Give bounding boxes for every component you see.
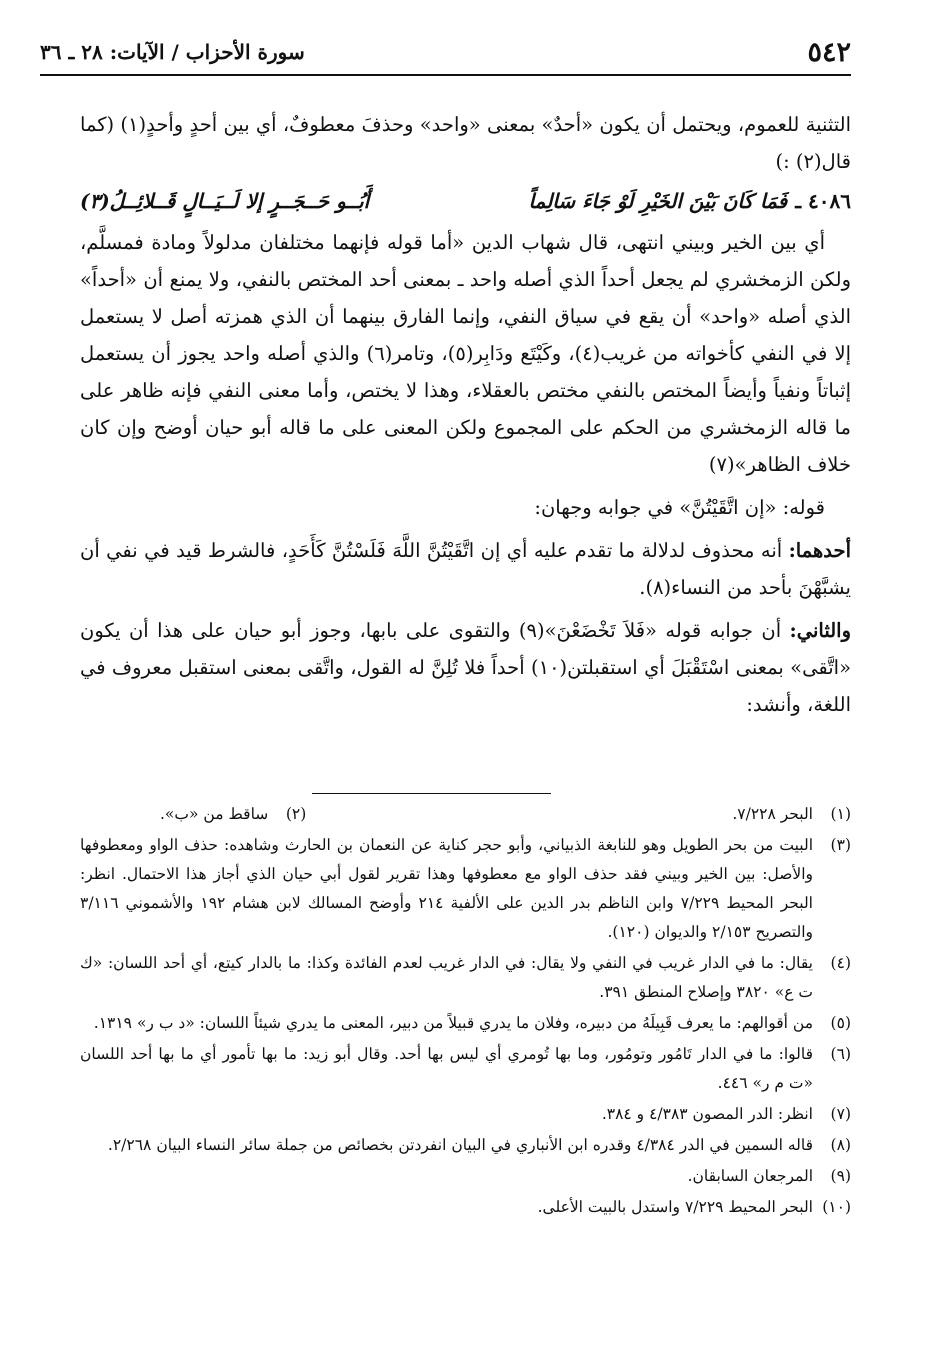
footnotes	[80, 800, 851, 1224]
footnote-text: قالوا: ما في الدار تَامُور وتومُور، وما بها تُومري أي ليس بها أحد. وقال أبو زيد: ما بها تأمور أي ما بها أحد اللسان «ت م ر» ٤٤٦.	[80, 1045, 813, 1092]
page-number: ٥٤٢	[807, 36, 851, 68]
footnote-10	[80, 1193, 851, 1222]
paragraph-5	[80, 612, 851, 723]
footnote-row-1-2	[80, 800, 851, 831]
verse-first-hemistich: فَمَا كَانَ بَيْنَ الخَيْرِ لَوْ جَاءَ سَالِماً	[528, 189, 788, 213]
footnote-text: ساقط من «ب».	[160, 805, 269, 823]
footnote-number: (٣)	[830, 836, 851, 854]
footnote-separator	[312, 793, 551, 794]
verse-number: ٤٠٨٦ ـ	[795, 189, 851, 213]
second-aspect-text: أن جوابه قوله «فَلاَ تَخْضَعْنَ»(٩) والتقوى على بابها، وجوز أبو حيان على هذا أن يكون «اتَّقى» بمعنى اسْتَقْبَلَ أي استقبلتن(١٠) أحداً فلا تُلِنَّ له القول، واتَّقى بمعنى استقبل معروف في اللغة، وأنشد:	[80, 619, 851, 716]
footnote-number: (٥)	[830, 1014, 851, 1032]
footnote-number: (٩)	[830, 1167, 851, 1185]
paragraph-1: التثنية للعموم، ويحتمل أن يكون «أحدٌ» بمعنى «واحد» وحذفَ معطوفٌ، أي بين أحدٍ وأحدٍ(١) (كما قال(٢) :)	[80, 113, 852, 173]
footnote-number: (٤)	[830, 954, 851, 972]
second-aspect-label: والثاني:	[789, 619, 851, 642]
footnote-text: قاله السمين في الدر ٤/٣٨٤ وقدره ابن الأنباري في البيان انفردتن بخصائص من جملة سائر النساء البيان ٢/٢٦٨.	[107, 1136, 813, 1154]
footnote-text: المرجعان السابقان.	[687, 1167, 813, 1185]
footnote-3	[80, 831, 851, 947]
page-header	[40, 30, 851, 74]
footnote-4	[80, 949, 851, 1007]
footnote-5	[80, 1009, 851, 1038]
footnote-text: البيت من بحر الطويل وهو للنابغة الذبياني، وأبو حجر كناية عن النعمان بن الحارث وشاهده: حذف الواو ومعطوفها والأصل: بين الخير وبيني فقد حذف الواو مع معطوفها وهذا تقرير لقول أبي حيان الذي أجاز هذا الاحتمال. انظر: البحر المحيط ٧/٢٢٩ وابن الناظم بدر الدين على الألفية ٢١٤ وأوضح المسالك لابن هشام ١٩٢ والأشموني ٣/١١٦ والتصريح ٢/١٥٣ والديوان (١٢٠).	[80, 836, 813, 941]
footnote-number: (٨)	[830, 1136, 851, 1154]
footnote-number: (١)	[830, 805, 851, 823]
footnote-7	[80, 1100, 851, 1129]
footnote-9	[80, 1162, 851, 1191]
verse-second-hemistich: أَبُــو حَــجَــرٍ إلا لَــيَــالٍ قَــلائِــلُ(٣)	[79, 189, 370, 213]
paragraph-2: أي بين الخير وبيني انتهى، قال شهاب الدين «أما قوله فإنهما مختلفان مدلولاً ومادة فمسلَّم، ولكن الزمخشري لم يجعل أحداً الذي أصله واحد ـ بمعنى أحد المختص بالنفي، ولا يمنع أن «أحداً» الذي أصله «واحد» أن يقع في سياق النفي، وإنما الفارق بينهما أن الذي همزته أصل لا يستعمل إلا في النفي كأخواته من غريب(٤)، وكَيْتَع ودَابِر(٥)، وتامر(٦) والذي أصله واحد يجوز أن يستعمل إثباتاً ونفياً وأيضاً المختص بالنفي مختص بالعقلاء، وهذا لا يختص، وأما معنى النفي فإنه ظاهر على ما قاله الزمخشري من الحكم على المجموع ولكن المعنى على ما قاله أبو حيان أوضح وإن كان خلاف الظاهر»(٧)	[80, 231, 851, 476]
footnote-number: (٢)	[285, 805, 307, 823]
footnote-6	[80, 1040, 851, 1098]
footnote-text: يقال: ما في الدار غريب في النفي ولا يقال: في الدار غريب لعدم الفائدة وكذا: ما بالدار كيتع، أي أحد اللسان: «ك ت ع» ٣٨٢٠ وإصلاح المنطق ٣٩١.	[80, 954, 813, 1001]
paragraph-3: قوله: «إن اتَّقَيْتُنَّ» في جوابه وجهان:	[534, 496, 825, 519]
footnote-number: (٦)	[830, 1045, 851, 1063]
paragraph-4	[80, 532, 851, 606]
main-text	[80, 106, 851, 723]
footnote-text: البحر ٧/٢٢٨.	[732, 805, 813, 823]
footnote-text: البحر المحيط ٧/٢٢٩ واستدل بالبيت الأعلى.	[537, 1198, 813, 1216]
footnote-number: (٧)	[830, 1105, 851, 1123]
first-aspect-label: أحدهما:	[788, 539, 851, 562]
running-title: سورة الأحزاب / الآيات: ٢٨ ـ ٣٦	[40, 40, 305, 64]
header-rule	[40, 74, 851, 76]
footnote-2	[160, 800, 306, 829]
footnote-text: انظر: الدر المصون ٤/٣٨٣ و ٣٨٤.	[601, 1105, 813, 1123]
footnote-text: من أقوالهم: ما يعرف قَبِيلَهُ من دبيره، وفلان ما يدري قبيلاً من دبير، المعنى ما يدري شيئاً اللسان: «د ب ر» ١٣١٩.	[93, 1014, 813, 1032]
poetry-verse	[80, 181, 851, 221]
first-aspect-text: أنه محذوف لدلالة ما تقدم عليه أي إن اتَّقَيْتُنَّ اللَّهَ فَلَسْتُنَّ كَأَحَدٍ، فالشرط قيد في نفي أن يشبَّهْنَ بأحد من النساء(٨).	[80, 539, 851, 599]
footnote-number: (١٠)	[822, 1198, 851, 1216]
footnote-8	[80, 1131, 851, 1160]
footnote-1	[732, 800, 851, 829]
